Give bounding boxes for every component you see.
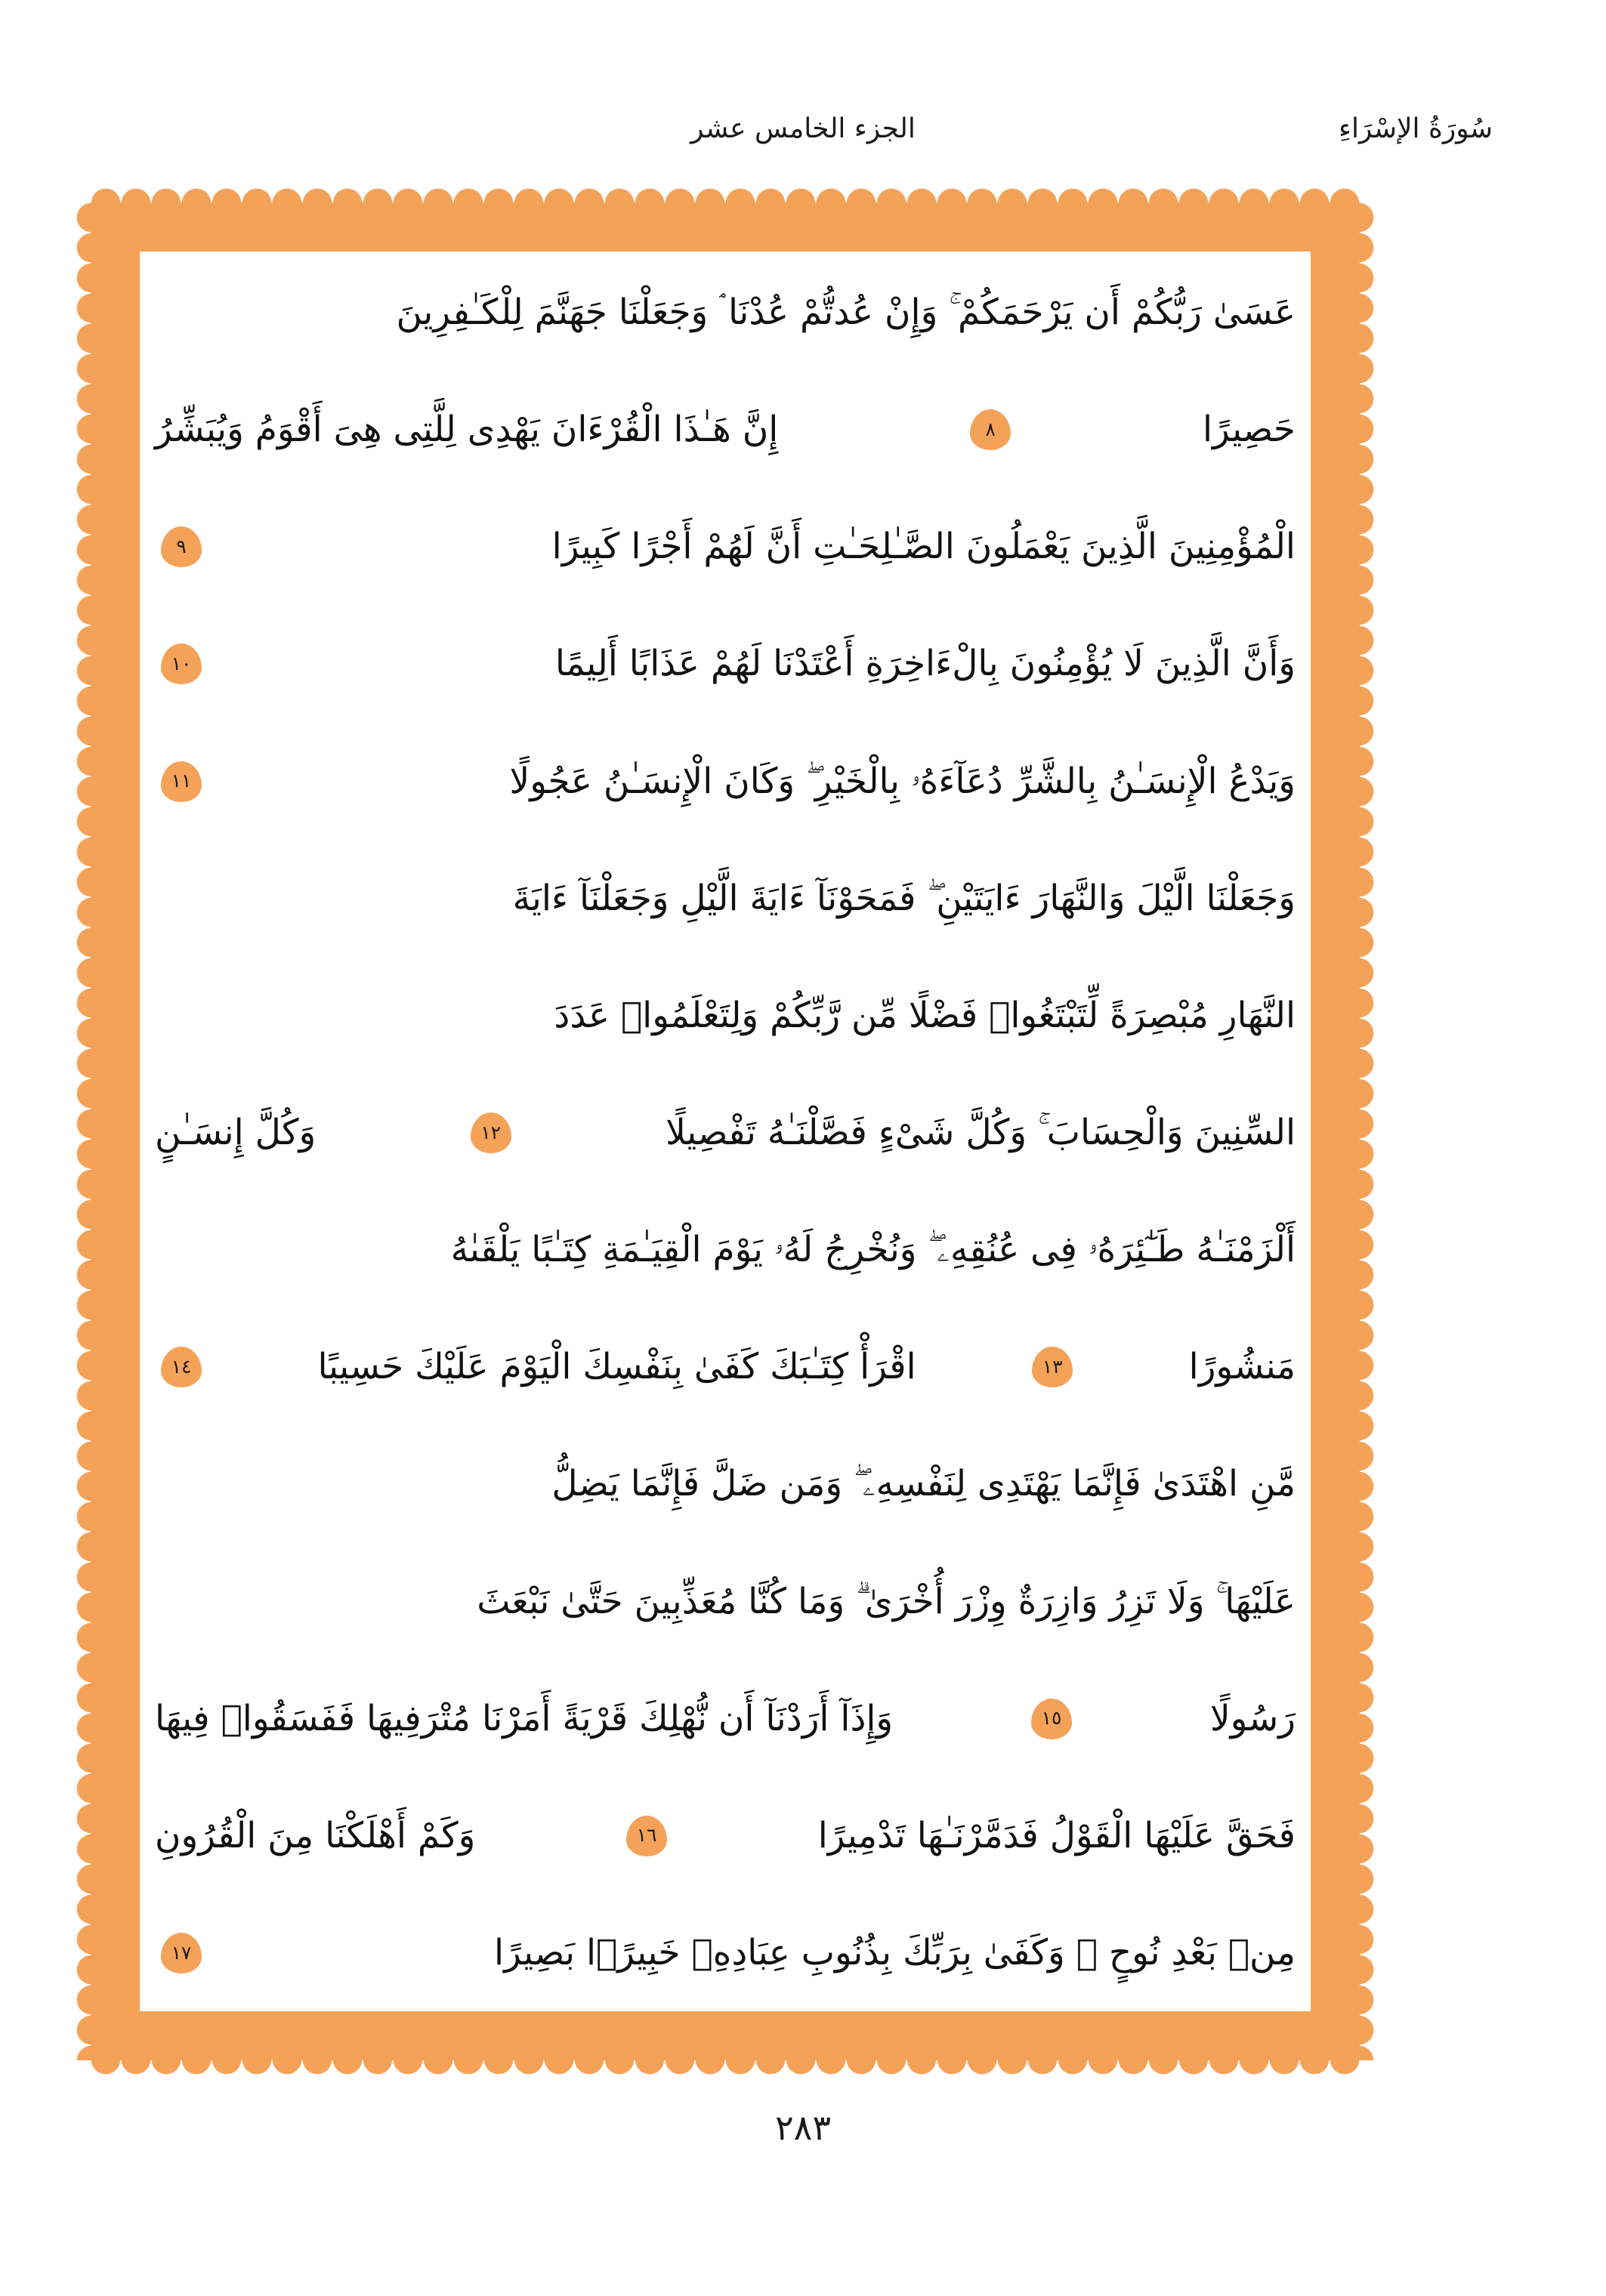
ayah-number-marker: ٩ <box>161 526 202 567</box>
frame-scallop-bottom <box>91 2044 1360 2075</box>
quran-text-segment: وَإِذَآ أَرَدْنَآ أَن نُّهْلِكَ قَرْيَةً أَمَرْنَا مُتْرَفِيهَا فَفَسَقُوا۟ فِيهَا <box>155 1697 894 1739</box>
surah-label: سُورَةُ الإسْرَاءِ <box>1339 113 1493 144</box>
quran-text-segment: وَيَدْعُ الْإِنسَـٰنُ بِالشَّرِّ دُعَآءَهُۥ بِالْخَيْرِ ۖ وَكَانَ الْإِنسَـٰنُ عَجُولًا <box>509 760 1296 802</box>
quran-line <box>155 1205 1296 1295</box>
ayah-number-marker: ١٠ <box>161 643 202 684</box>
ayah-number-marker: ١١ <box>161 761 202 802</box>
quran-text-segment: رَسُولًا <box>1209 1697 1296 1739</box>
ayah-number-marker: ٨ <box>970 409 1011 450</box>
frame-scallop-right <box>1344 202 1374 2060</box>
quran-line <box>155 1322 1296 1412</box>
ayah-number-marker: ١٣ <box>1032 1347 1073 1387</box>
quran-line <box>155 737 1296 826</box>
quran-line <box>155 854 1296 943</box>
quran-line <box>155 1909 1296 1998</box>
frame-scallop-top <box>91 188 1360 218</box>
quran-text-segment: الْمُؤْمِنِينَ الَّذِينَ يَعْمَلُونَ الصَّـٰلِحَـٰتِ أَنَّ لَهُمْ أَجْرًا كَبِيرًا <box>551 526 1296 568</box>
quran-text-segment: أَلْزَمْنَـٰهُ طَـٰٓئِرَهُۥ فِى عُنُقِهِۦ ۖ وَنُخْرِجُ لَهُۥ يَوْمَ الْقِيَـٰمَةِ كِتَـٰبًا يَلْقَىٰهُ <box>450 1229 1296 1271</box>
page-number: ٢٨٣ <box>774 2107 832 2148</box>
quran-text-segment: مِنۢ بَعْدِ نُوحٍ ۗ وَكَفَىٰ بِرَبِّكَ بِذُنُوبِ عِبَادِهِۦ خَبِيرًۢا بَصِيرًا <box>494 1931 1296 1974</box>
quran-text-segment: وَأَنَّ الَّذِينَ لَا يُؤْمِنُونَ بِالْءَاخِرَةِ أَعْتَدْنَا لَهُمْ عَذَابًا أَلِيمًا <box>554 643 1296 685</box>
quran-text-segment: وَجَعَلْنَا الَّيْلَ وَالنَّهَارَ ءَايَتَيْنِ ۖ فَمَحَوْنَآ ءَايَةَ الَّيْلِ وَجَعَلْنَآ ءَايَةَ <box>512 877 1296 919</box>
quran-text-segment: وَكَمْ أَهْلَكْنَا مِنَ الْقُرُونِ <box>155 1814 476 1856</box>
quran-line <box>155 502 1296 591</box>
quran-text-segment: اقْرَأْ كِتَـٰبَكَ كَفَىٰ بِنَفْسِكَ الْيَوْمَ عَلَيْكَ حَسِيبًا <box>317 1346 916 1388</box>
quran-line <box>155 1440 1296 1529</box>
quran-line <box>155 619 1296 708</box>
quran-line <box>155 1557 1296 1646</box>
frame-scallop-left <box>76 202 107 2060</box>
ayah-number-marker: ١٦ <box>626 1816 667 1856</box>
ayah-number-marker: ١٧ <box>161 1933 202 1974</box>
quran-text-segment: مَنشُورًا <box>1188 1346 1296 1388</box>
quran-text-segment: السِّنِينَ وَالْحِسَابَ ۚ وَكُلَّ شَىْءٍ فَصَّلْنَـٰهُ تَفْصِيلًا <box>666 1111 1296 1153</box>
quran-text-segment: حَصِيرًا <box>1203 409 1296 451</box>
quran-line <box>155 1088 1296 1177</box>
quran-text-block <box>155 268 1296 1998</box>
ayah-number-marker: ١٢ <box>471 1113 511 1153</box>
quran-line <box>155 385 1296 474</box>
quran-text-segment: إِنَّ هَـٰذَا الْقُرْءَانَ يَهْدِى لِلَّتِى هِىَ أَقْوَمُ وَيُبَشِّرُ <box>155 409 779 451</box>
quran-text-segment: فَحَقَّ عَلَيْهَا الْقَوْلُ فَدَمَّرْنَـٰهَا تَدْمِيرًا <box>817 1814 1296 1856</box>
quran-line <box>155 1674 1296 1764</box>
quran-text-segment: وَكُلَّ إِنسَـٰنٍ <box>155 1111 317 1153</box>
quran-line <box>155 971 1296 1060</box>
ayah-number-marker: ١٤ <box>161 1347 202 1387</box>
juz-label: الجزء الخامس عشر <box>690 113 916 144</box>
quran-text-segment: عَلَيْهَا ۚ وَلَا تَزِرُ وَازِرَةٌ وِزْرَ أُخْرَىٰ ۗ وَمَا كُنَّا مُعَذِّبِينَ حَتَّىٰ نَبْعَثَ <box>477 1580 1296 1622</box>
quran-text-segment: مَّنِ اهْتَدَىٰ فَإِنَّمَا يَهْتَدِى لِنَفْسِهِۦ ۖ وَمَن ضَلَّ فَإِنَّمَا يَضِلُّ <box>551 1463 1296 1505</box>
quran-text-segment: عَسَىٰ رَبُّكُمْ أَن يَرْحَمَكُمْ ۚ وَإِنْ عُدتُّمْ عُدْنَا ۘ وَجَعَلْنَا جَهَنَّمَ لِلْكَـٰفِرِينَ <box>396 291 1296 333</box>
quran-line <box>155 268 1296 357</box>
quran-text-segment: النَّهَارِ مُبْصِرَةً لِّتَبْتَغُوا۟ فَضْلًا مِّن رَّبِّكُمْ وَلِتَعْلَمُوا۟ عَدَدَ <box>554 994 1296 1036</box>
ayah-number-marker: ١٥ <box>1031 1699 1072 1739</box>
quran-line <box>155 1791 1296 1881</box>
